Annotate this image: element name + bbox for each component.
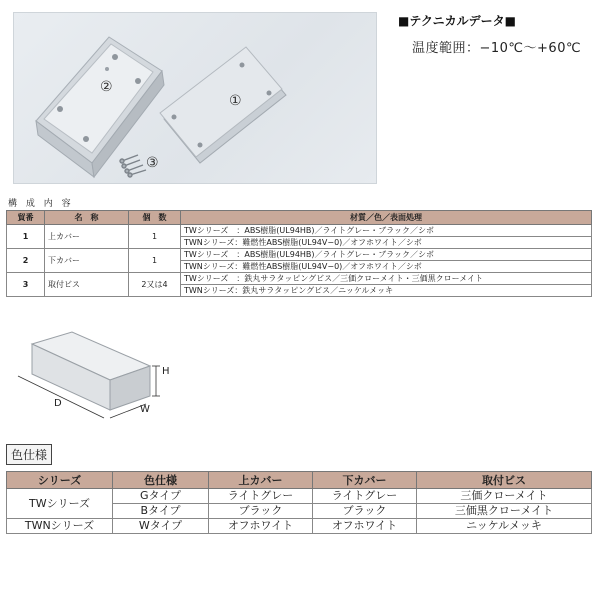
material-line: TWシリーズ ：ABS樹脂(UL94HB)／ライトグレー・ブラック／シボ: [181, 225, 592, 237]
part-name: 上カバー: [45, 225, 129, 249]
lower-cover-drawing: [36, 37, 164, 177]
series-name: TWNシリーズ: [7, 519, 113, 534]
part-number: 3: [7, 273, 45, 297]
dimension-label-height: H: [162, 366, 170, 377]
temperature-range: 温度範囲：−10℃〜+60℃: [412, 41, 582, 56]
upper-cover-color: ブラック: [209, 504, 313, 519]
technical-data-title: ■テクニカルデータ■: [398, 14, 516, 28]
screws-drawing: [120, 155, 146, 177]
header-color-type: 色仕様: [113, 472, 209, 489]
part-quantity: 1: [129, 249, 181, 273]
table-row: [7, 249, 592, 261]
material-line: TWNシリーズ：鉄丸サラタッピングビス／ニッケルメッキ: [181, 285, 592, 297]
header-series: シリーズ: [7, 472, 113, 489]
lower-cover-color: ライトグレー: [313, 489, 417, 504]
dimensions-drawing: [10, 318, 190, 438]
box-outline-illustration: [10, 318, 190, 438]
header-quantity: 個 数: [129, 211, 181, 225]
header-name: 名 称: [45, 211, 129, 225]
material-line: TWシリーズ ：鉄丸サラタッピングビス／三価クローメイト・三価黒クローメイト: [181, 273, 592, 285]
color-spec-header-row: [7, 472, 592, 489]
table-row: [7, 225, 592, 237]
part-label-3: ③: [146, 155, 159, 171]
color-type: Wタイプ: [113, 519, 209, 534]
part-quantity: 1: [129, 225, 181, 249]
part-label-1: ①: [229, 93, 242, 109]
header-part-no: 貿番: [7, 211, 45, 225]
dimension-label-width: W: [140, 404, 150, 415]
table-row: [7, 519, 592, 534]
dimension-label-depth: D: [54, 398, 62, 409]
material-line: TWNシリーズ：難燃性ABS樹脂(UL94V−0)／オフホワイト／シボ: [181, 237, 592, 249]
part-name: 取付ビス: [45, 273, 129, 297]
part-quantity: 2又は4: [129, 273, 181, 297]
part-name: 下カバー: [45, 249, 129, 273]
color-spec-table: [6, 471, 592, 534]
screw-finish: 三価クローメイト: [417, 489, 592, 504]
table-row: [7, 489, 592, 504]
part-number: 2: [7, 249, 45, 273]
color-spec-title: 色仕様: [6, 444, 52, 465]
lower-cover-color: オフホワイト: [313, 519, 417, 534]
material-line: TWシリーズ ：ABS樹脂(UL94HB)／ライトグレー・ブラック／シボ: [181, 249, 592, 261]
upper-cover-color: オフホワイト: [209, 519, 313, 534]
composition-title: 構 成 内 容: [8, 199, 74, 209]
product-photo: [13, 12, 377, 184]
screw-finish: 三価黒クローメイト: [417, 504, 592, 519]
upper-cover-color: ライトグレー: [209, 489, 313, 504]
enclosure-illustration: [14, 13, 376, 183]
header-upper-cover: 上カバー: [209, 472, 313, 489]
material-line: TWNシリーズ：難燃性ABS樹脂(UL94V−0)／オフホワイト／シボ: [181, 261, 592, 273]
upper-cover-drawing: [160, 47, 286, 163]
header-screws: 取付ビス: [417, 472, 592, 489]
header-lower-cover: 下カバー: [313, 472, 417, 489]
screw-finish: ニッケルメッキ: [417, 519, 592, 534]
series-name: TWシリーズ: [7, 489, 113, 519]
part-label-2: ②: [100, 79, 113, 95]
color-type: Gタイプ: [113, 489, 209, 504]
lower-cover-color: ブラック: [313, 504, 417, 519]
table-row: [7, 273, 592, 285]
header-material: 材質／色／表面処理: [181, 211, 592, 225]
color-type: Bタイプ: [113, 504, 209, 519]
composition-header-row: [7, 211, 592, 225]
composition-table: [6, 210, 592, 297]
part-number: 1: [7, 225, 45, 249]
